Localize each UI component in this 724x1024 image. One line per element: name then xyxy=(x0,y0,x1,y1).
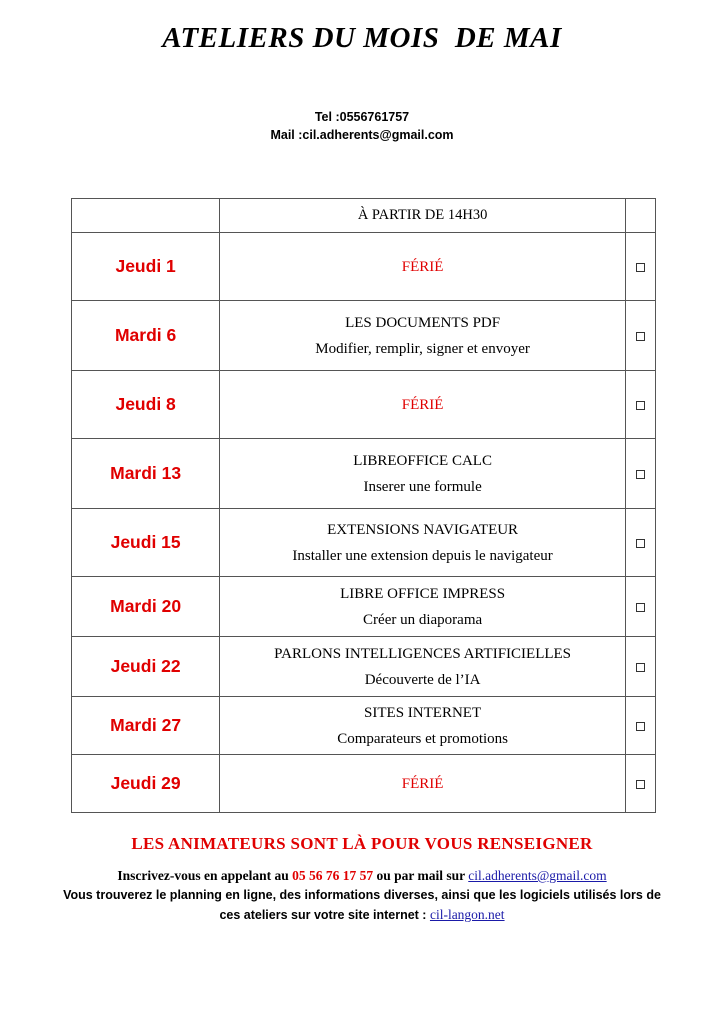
info-text: Vous trouverez le planning en ligne, des informations diverses, ainsi que les logiciels utilisés lors de ces ateliers sur votre site internet : xyxy=(63,888,661,922)
activity-description: Découverte de l’IA xyxy=(364,671,481,688)
schedule-row xyxy=(72,439,656,509)
footer xyxy=(0,834,724,925)
footer-headline: LES ANIMATEURS SONT LÀ POUR VOUS RENSEIGNER xyxy=(131,834,593,853)
schedule-header-row xyxy=(72,199,656,233)
contact-mail: Mail :cil.adherents@gmail.com xyxy=(270,128,454,142)
header-checkbox-cell xyxy=(625,199,655,233)
activity-title: LIBRE OFFICE IMPRESS xyxy=(340,585,506,602)
checkbox[interactable] xyxy=(636,780,645,789)
schedule-row xyxy=(72,233,656,301)
schedule-activity xyxy=(220,371,626,439)
schedule-row xyxy=(72,509,656,577)
checkbox[interactable] xyxy=(636,603,645,612)
holiday-label: FÉRIÉ xyxy=(401,775,444,792)
signup-phone: 05 56 76 17 57 xyxy=(292,868,374,883)
signup-mid: ou par mail sur xyxy=(373,868,469,883)
schedule-day: Jeudi 8 xyxy=(72,371,220,439)
checkbox-cell xyxy=(625,233,655,301)
page-title: ATELIERS DU MOIS DE MAI xyxy=(162,22,562,54)
schedule-day: Jeudi 22 xyxy=(72,637,220,697)
schedule-row xyxy=(72,637,656,697)
activity-description: Inserer une formule xyxy=(363,478,482,495)
schedule-activity xyxy=(220,301,626,371)
checkbox-cell xyxy=(625,301,655,371)
activity-description: Créer un diaporama xyxy=(363,611,483,628)
footer-info-line xyxy=(62,886,662,925)
schedule-day: Jeudi 15 xyxy=(72,509,220,577)
schedule-row xyxy=(72,301,656,371)
contact-phone: Tel :0556761757 xyxy=(314,110,410,124)
activity-title: EXTENSIONS NAVIGATEUR xyxy=(327,521,519,538)
email-link[interactable]: cil.adherents@gmail.com xyxy=(468,868,607,883)
schedule-activity xyxy=(220,637,626,697)
signup-prefix: Inscrivez-vous en appelant au xyxy=(117,868,293,883)
activity-title: LIBREOFFICE CALC xyxy=(353,452,492,469)
holiday-label: FÉRIÉ xyxy=(401,396,444,413)
checkbox-cell xyxy=(625,439,655,509)
checkbox-cell xyxy=(625,371,655,439)
contact-block xyxy=(0,108,724,144)
header-empty-cell xyxy=(72,199,220,233)
schedule-row xyxy=(72,697,656,755)
checkbox[interactable] xyxy=(636,332,645,341)
activity-title: PARLONS INTELLIGENCES ARTIFICIELLES xyxy=(274,645,572,662)
checkbox-cell xyxy=(625,755,655,813)
schedule-day: Mardi 13 xyxy=(72,439,220,509)
schedule-day: Jeudi 1 xyxy=(72,233,220,301)
activity-description: Installer une extension depuis le navigateur xyxy=(292,547,553,564)
checkbox[interactable] xyxy=(636,663,645,672)
schedule-row xyxy=(72,371,656,439)
activity-description: Modifier, remplir, signer et envoyer xyxy=(315,340,530,357)
checkbox[interactable] xyxy=(636,470,645,479)
schedule-row xyxy=(72,755,656,813)
schedule-day: Jeudi 29 xyxy=(72,755,220,813)
activity-description: Comparateurs et promotions xyxy=(337,730,508,747)
schedule-activity xyxy=(220,755,626,813)
activity-title: LES DOCUMENTS PDF xyxy=(345,314,501,331)
checkbox-cell xyxy=(625,637,655,697)
website-link[interactable]: cil-langon.net xyxy=(429,907,505,922)
checkbox-cell xyxy=(625,577,655,637)
checkbox-cell xyxy=(625,697,655,755)
checkbox-cell xyxy=(625,509,655,577)
schedule-activity xyxy=(220,439,626,509)
checkbox[interactable] xyxy=(636,401,645,410)
schedule-activity xyxy=(220,577,626,637)
checkbox[interactable] xyxy=(636,263,645,272)
schedule-table xyxy=(71,198,656,813)
checkbox[interactable] xyxy=(636,722,645,731)
activity-title: SITES INTERNET xyxy=(364,704,482,721)
schedule-row xyxy=(72,577,656,637)
schedule-day: Mardi 27 xyxy=(72,697,220,755)
holiday-label: FÉRIÉ xyxy=(401,258,444,275)
schedule-activity xyxy=(220,697,626,755)
schedule-header: À PARTIR DE 14H30 xyxy=(220,199,626,233)
schedule-day: Mardi 6 xyxy=(72,301,220,371)
schedule-activity xyxy=(220,233,626,301)
footer-signup-line xyxy=(0,868,724,884)
schedule-activity xyxy=(220,509,626,577)
checkbox[interactable] xyxy=(636,539,645,548)
schedule-day: Mardi 20 xyxy=(72,577,220,637)
